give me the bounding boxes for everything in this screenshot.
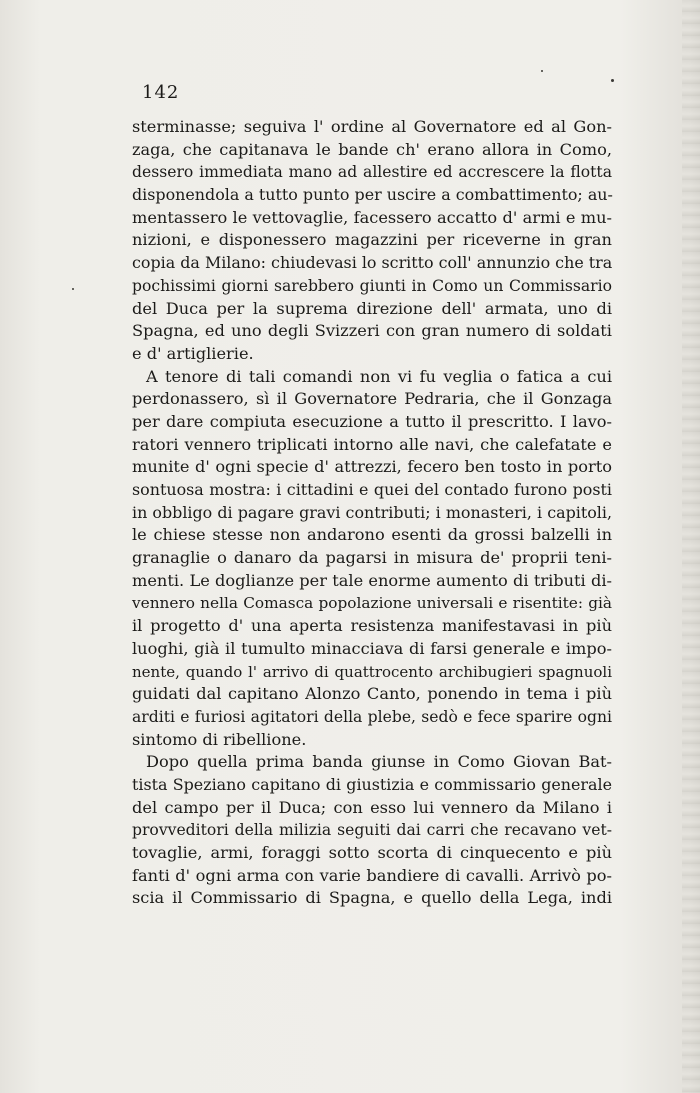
text-line: vennero nella Comasca popolazione universali e risentite: già <box>132 594 612 613</box>
text-line: fanti d' ogni arma con varie bandiere di cavalli. Arrivò po- <box>132 865 612 885</box>
text-line: luoghi, già il tumulto minacciava di farsi generale e impo- <box>132 638 612 658</box>
text-line: munite d' ogni specie d' attrezzi, fecero ben tosto in porto <box>132 457 612 477</box>
text-line: tista Speziano capitano di giustizia e commissario generale <box>132 774 612 794</box>
text-line: pochissimi giorni sarebbero giunti in Como un Commissario <box>132 276 612 295</box>
text-line: sterminasse; seguiva l' ordine al Governatore ed al Gon- <box>132 117 612 136</box>
text-line: del campo per il Duca; con esso lui vennero da Milano i <box>132 797 612 817</box>
text-line: Dopo quella prima banda giunse in Como Giovan Bat- <box>146 752 612 772</box>
text-line: nente, quando l' arrivo di quattrocento archibugieri spagnuoli <box>132 662 612 681</box>
text-line: sintomo di ribellione. <box>132 729 307 749</box>
text-line: A tenore di tali comandi non vi fu veglia o fatica a cui <box>146 366 612 386</box>
text-line: e d' artiglierie. <box>132 343 254 363</box>
text-line: disponendola a tutto punto per uscire a combattimento; au- <box>132 185 613 205</box>
text-line: granaglie o danaro da pagarsi in misura de' proprii teni- <box>132 548 612 568</box>
text-line: il progetto d' una aperta resistenza manifestavasi in più <box>132 616 612 636</box>
text-line: scia il Commissario di Spagna, e quello della Lega, indi <box>132 888 612 908</box>
text-line: Spagna, ed uno degli Svizzeri con gran numero di soldati <box>132 321 612 341</box>
text-line: zaga, che capitanava le bande ch' erano allora in Como, <box>132 139 612 159</box>
page-edge-shadow <box>682 0 700 1093</box>
text-line: tovaglie, armi, foraggi sotto scorta di cinquecento e più <box>132 843 612 862</box>
text-line: nizioni, e disponessero magazzini per riceverne in gran <box>132 230 612 250</box>
text-line: menti. Le doglianze per tale enorme aumento di tributi di- <box>132 570 612 590</box>
text-line: le chiese stesse non andarono esenti da grossi balzelli in <box>132 525 612 545</box>
text-line: mentassero le vettovaglie, facessero accatto d' armi e mu- <box>132 207 612 227</box>
text-line: sontuosa mostra: i cittadini e quei del contado furono posti <box>132 480 612 499</box>
text-line: provveditori della milizia seguiti dai carri che recavano vet- <box>132 821 612 840</box>
text-line: perdonassero, sì il Governatore Pedraria, che il Gonzaga <box>132 389 612 409</box>
text-line: copia da Milano: chiudevasi lo scritto coll' annunzio che tra <box>132 253 613 273</box>
paper-speck <box>611 79 614 82</box>
text-line: arditi e furiosi agitatori della plebe, sedò e fece sparire ogni <box>132 707 612 726</box>
text-line: in obbligo di pagare gravi contributi; i monasteri, i capitoli, <box>132 502 612 522</box>
paper-speck <box>541 70 543 72</box>
text-line: per dare compiuta esecuzione a tutto il prescritto. I lavo- <box>132 411 612 431</box>
text-line: dessero immediata mano ad allestire ed accrescere la flotta <box>132 163 612 182</box>
text-line: del Duca per la suprema direzione dell' armata, uno di <box>132 298 612 318</box>
text-line: guidati dal capitano Alonzo Canto, ponendo in tema i più <box>132 684 612 704</box>
page-number: 142 <box>142 82 180 103</box>
text-line: ratori vennero triplicati intorno alle navi, che calefatate e <box>132 434 612 454</box>
paper-speck <box>72 288 74 290</box>
body-text <box>132 116 612 910</box>
